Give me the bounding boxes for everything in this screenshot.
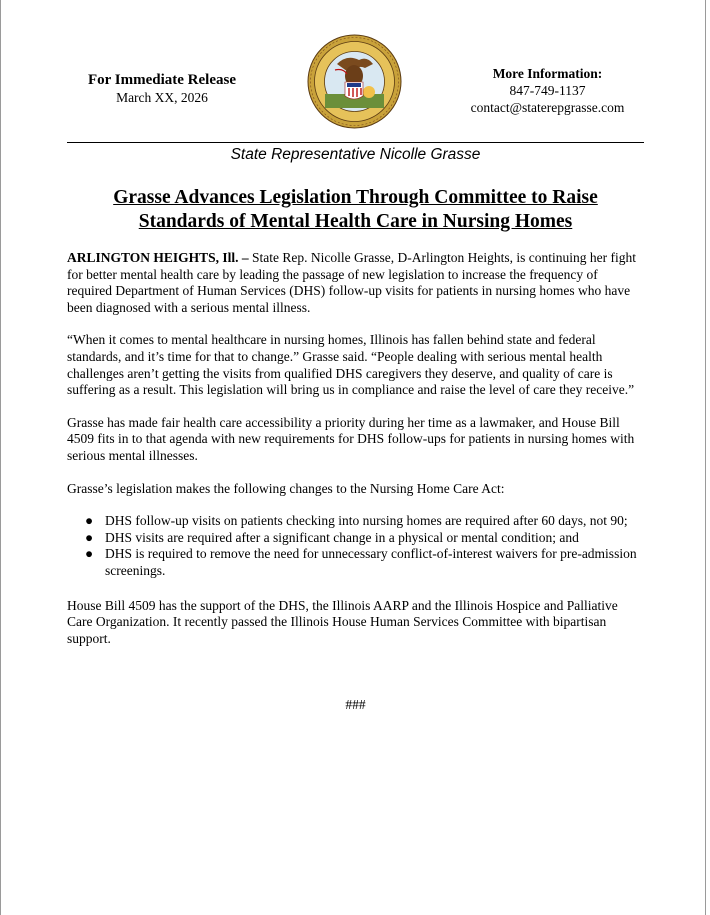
lede-paragraph <box>67 250 645 316</box>
changes-intro-paragraph: Grasse’s legislation makes the following changes to the Nursing Home Care Act: <box>67 480 505 496</box>
lede-text: State Rep. Nicolle Grasse, D-Arlington Heights, is continuing her fight for better mental health care by leading the passage of new legislation to increase the frequency of required Department of Human Services (DHS) follow-up visits for patients in nursing homes who have been diagnosed with a serious mental illness. <box>67 250 636 315</box>
contact-phone: 847-749-1137 <box>509 83 586 98</box>
header-divider <box>67 142 644 143</box>
page-edge-left <box>0 0 1 915</box>
byline: State Representative Nicolle Grasse <box>230 146 481 163</box>
contact-email: contact@staterepgrasse.com <box>470 100 625 115</box>
article-body <box>67 250 645 663</box>
end-mark: ### <box>345 697 366 712</box>
page-edge-right <box>705 0 706 915</box>
support-paragraph: House Bill 4509 has the support of the DHS, the Illinois AARP and the Illinois Hospice and Palliative Care Organization. It recently passed the Illinois House Human Services Committee with bipartisan support. <box>67 597 618 646</box>
headline <box>67 186 644 234</box>
quote-paragraph: “When it comes to mental healthcare in nursing homes, Illinois has fallen behind state and federal standards, and it’s time for that to change.” Grasse said. “People dealing with serious mental health challenges aren’t getting the visits from qualified DHS caregivers they deserve, and quality of care is suffering as a result. This legislation will bring us in compliance and raise the level of care they receive.” <box>67 332 635 398</box>
release-title: For Immediate Release <box>87 72 236 88</box>
list-item: ● DHS follow-up visits on patients checking into nursing homes are required after 60 days, not 90; <box>85 513 628 529</box>
headline-line-1: Grasse Advances Legislation Through Committee to Raise <box>113 187 598 208</box>
bullet-icon: ● <box>85 513 94 529</box>
list-item: ● DHS is required to remove the need for unnecessary conflict-of-interest waivers for pre-admission screenings. <box>85 546 637 578</box>
illinois-state-seal-icon <box>307 34 402 129</box>
list-item: ● DHS visits are required after a significant change in a physical or mental condition; and <box>85 529 579 545</box>
bullet-icon: ● <box>85 529 94 545</box>
contact-title: More Information: <box>492 66 603 81</box>
release-block <box>62 72 262 106</box>
headline-line-2: Standards of Mental Health Care in Nursing Homes <box>138 211 573 232</box>
priority-paragraph: Grasse has made fair health care accessibility a priority during her time as a lawmaker, and House Bill 4509 fits in to that agenda with new requirements for DHS follow-ups for patients in nursing homes with serious mental illnesses. <box>67 414 635 463</box>
changes-list <box>67 513 645 579</box>
release-date: March XX, 2026 <box>116 90 208 105</box>
bullet-icon: ● <box>85 546 94 562</box>
dateline: ARLINGTON HEIGHTS, Ill. – <box>67 250 249 265</box>
contact-block <box>455 65 640 116</box>
